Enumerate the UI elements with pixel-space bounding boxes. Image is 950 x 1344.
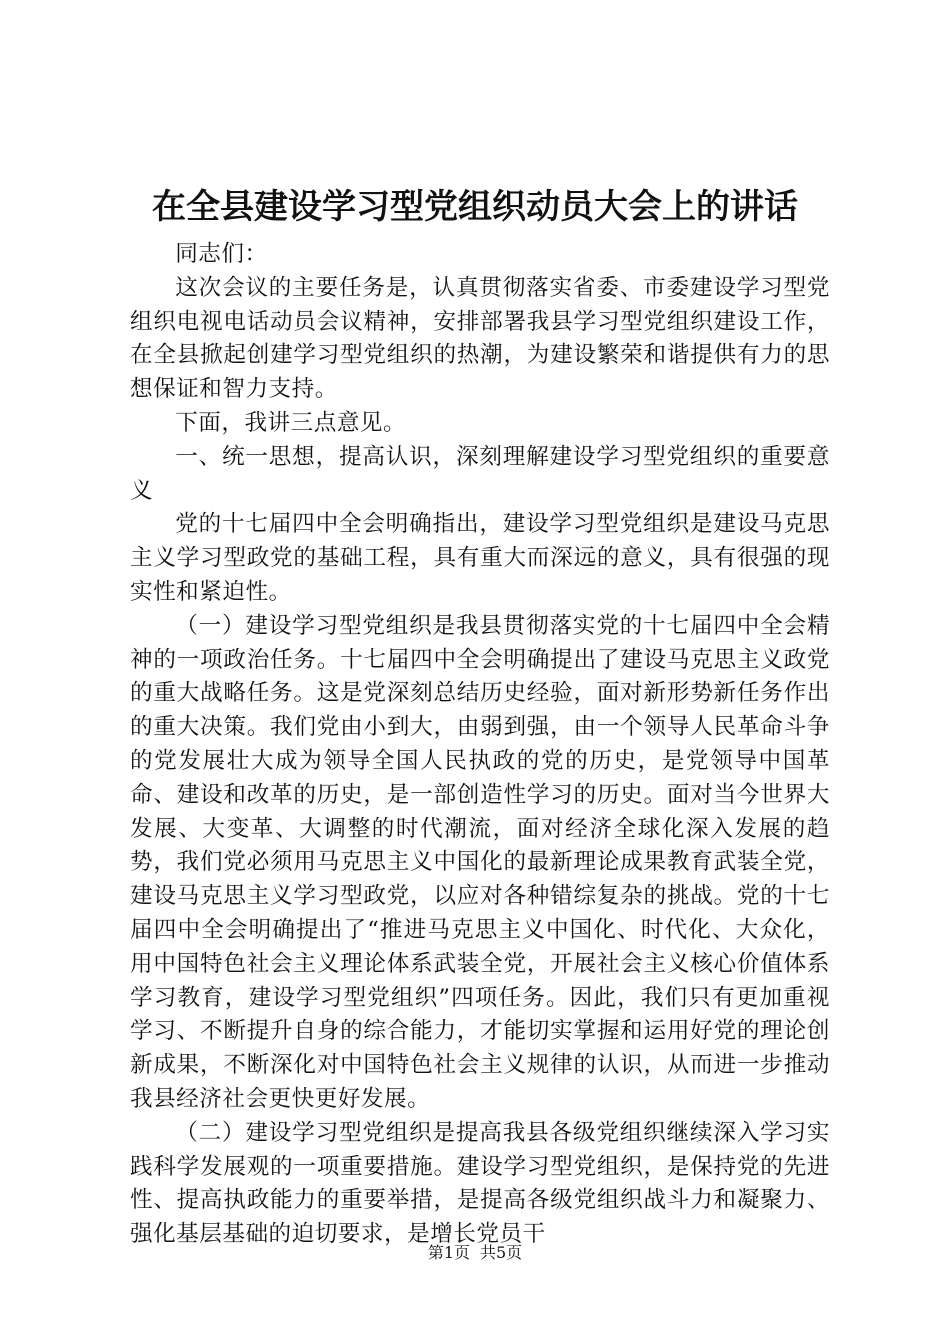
section-heading-1: 一、统一思想，提高认识，深刻理解建设学习型党组织的重要意义 bbox=[130, 443, 830, 504]
page-footer bbox=[0, 1242, 950, 1264]
transition-paragraph: 下面，我讲三点意见。 bbox=[175, 409, 407, 436]
document-title: 在全县建设学习型党组织动员大会上的讲话 bbox=[152, 187, 798, 227]
body-paragraph: （二）建设学习型党组织是提高我县各级党组织继续深入学习实践科学发展观的一项重要措施。建设学习型党组织，是保持党的先进性、提高执政能力的重要举措，是提高各级党组织战斗力和凝聚力、强化基层基础的迫切要求，是增长党员干 bbox=[130, 1119, 830, 1248]
body-paragraph: 党的十七届四中全会明确指出，建设学习型党组织是建设马克思主义学习型政党的基础工程，具有重大而深远的意义，具有很强的现实性和紧迫性。 bbox=[130, 511, 830, 605]
page-number: 第1页 bbox=[427, 1243, 470, 1262]
intro-paragraph: 这次会议的主要任务是，认真贯彻落实省委、市委建设学习型党组织电视电话动员会议精神，安排部署我县学习型党组织建设工作，在全县掀起创建学习型党组织的热潮，为建设繁荣和谐提供有力的思想保证和智力支持。 bbox=[130, 274, 830, 403]
body-paragraph: （一）建设学习型党组织是我县贯彻落实党的十七届四中全会精神的一项政治任务。十七届四中全会明确提出了建设马克思主义政党的重大战略任务。这是党深刻总结历史经验，面对新形势新任务作出的重大决策。我们党由小到大，由弱到强，由一个领导人民革命斗争的党发展壮大成为领导全国人民执政的党的历史，是党领导中国革命、建设和改革的历史，是一部创造性学习的历史。面对当今世界大发展、大变革、大调整的时代潮流，面对经济全球化深入发展的趋势，我们党必须用马克思主义中国化的最新理论成果教育武装全党，建设马克思主义学习型政党，以应对各种错综复杂的挑战。党的十七届四中全会明确提出了“推进马克思主义中国化、时代化、大众化，用中国特色社会主义理论体系武装全党，开展社会主义核心价值体系学习教育，建设学习型党组织”四项任务。因此，我们只有更加重视学习、不断提升自身的综合能力，才能切实掌握和运用好党的理论创新成果，不断深化对中国特色社会主义规律的认识，从而进一步推动我县经济社会更快更好发展。 bbox=[130, 612, 830, 1112]
document-body bbox=[130, 238, 830, 1252]
salutation-paragraph: 同志们： bbox=[175, 241, 268, 267]
page-total: 共5页 bbox=[480, 1243, 523, 1262]
